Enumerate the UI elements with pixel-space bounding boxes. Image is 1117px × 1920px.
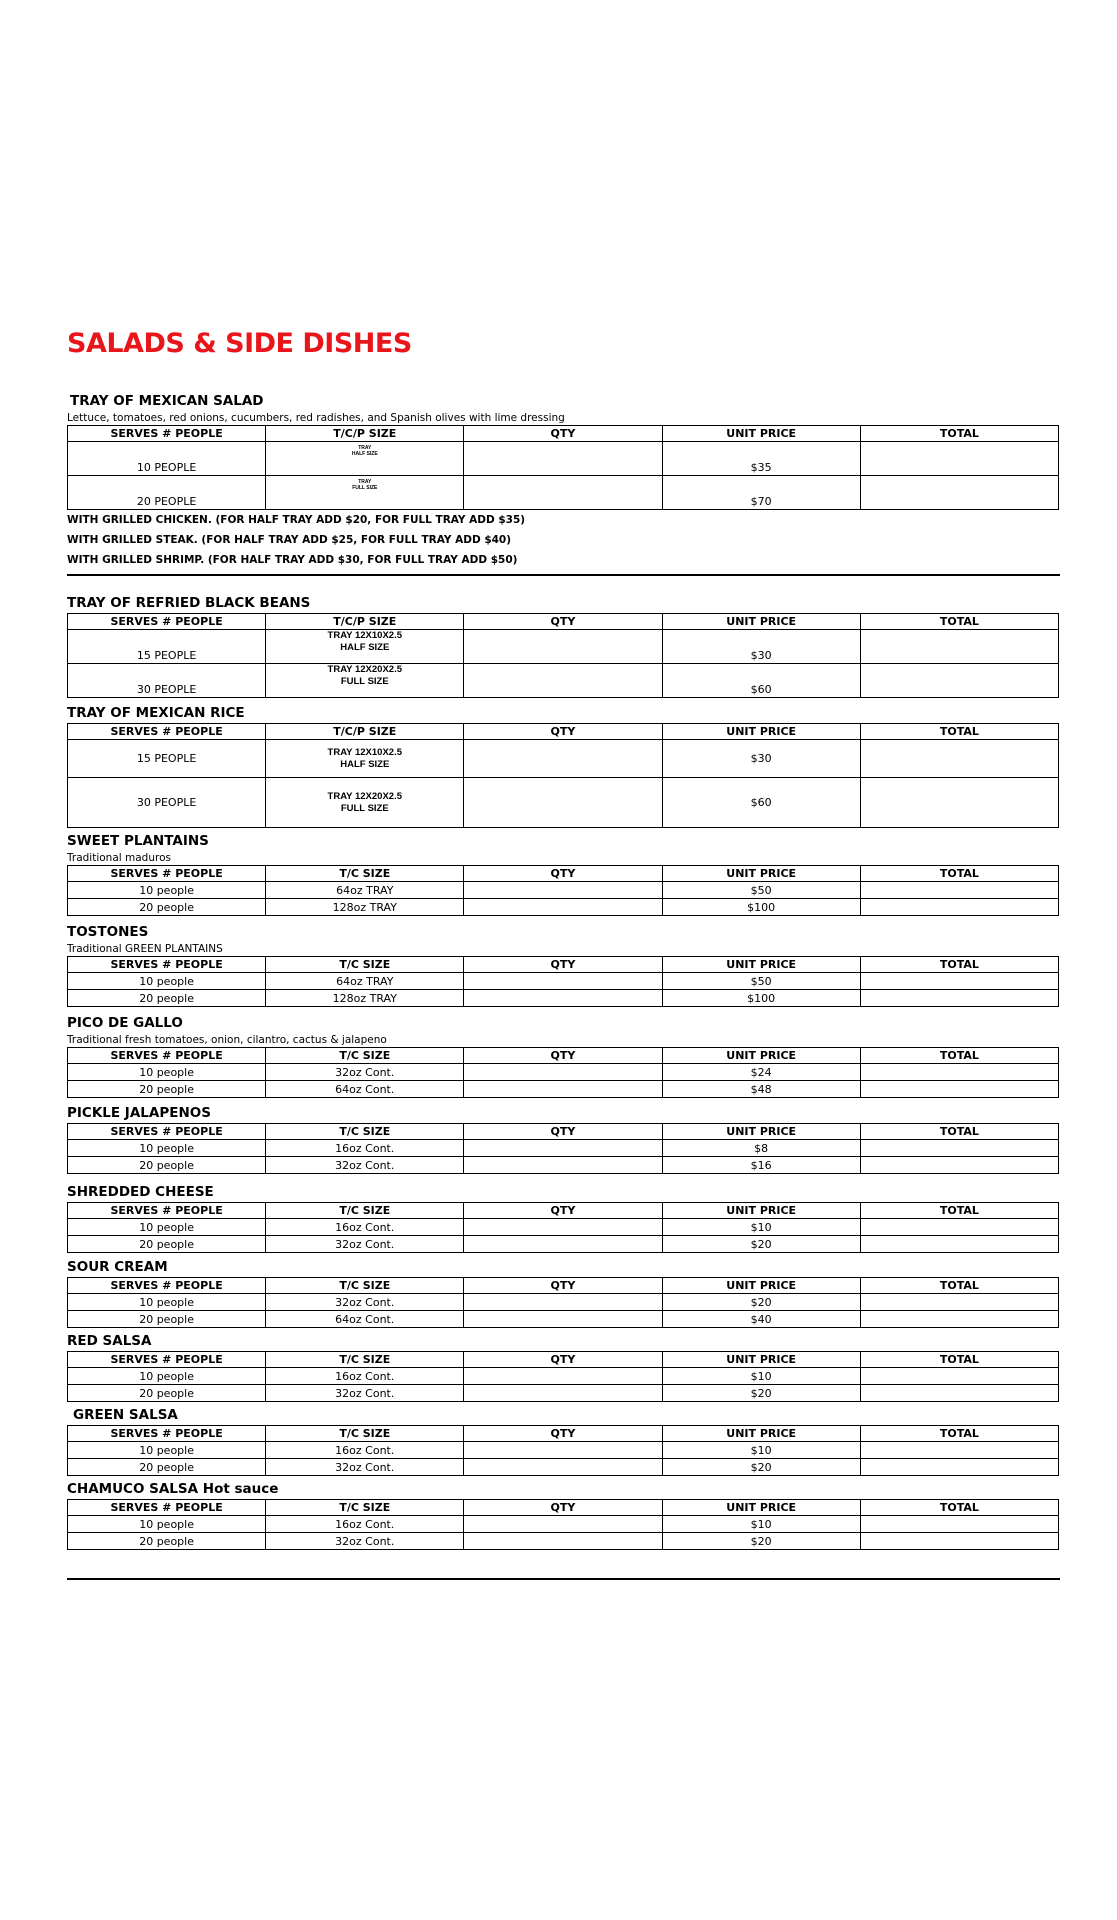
section-title: SHREDDED CHEESE — [67, 1184, 214, 1200]
serves-cell: 20 people — [68, 1459, 266, 1476]
qty-field[interactable] — [464, 899, 662, 916]
table-header-row — [68, 1278, 1059, 1294]
unit-price-cell: $20 — [662, 1459, 860, 1476]
unit-price-cell: $10 — [662, 1368, 860, 1385]
qty-field[interactable] — [464, 630, 662, 664]
size-cell: 16oz Cont. — [266, 1442, 464, 1459]
table-row — [68, 973, 1059, 990]
col-header-size: T/C SIZE — [266, 1124, 464, 1140]
section-black-beans — [67, 594, 1059, 698]
serves-cell: 30 PEOPLE — [68, 664, 266, 698]
qty-field[interactable] — [464, 1516, 662, 1533]
table-row — [68, 1442, 1059, 1459]
col-header-serves: SERVES # PEOPLE — [68, 724, 266, 740]
price-table — [67, 723, 1059, 828]
col-header-total: TOTAL — [860, 1048, 1058, 1064]
total-field[interactable] — [860, 1385, 1058, 1402]
col-header-unit-price: UNIT PRICE — [662, 724, 860, 740]
section-title: PICKLE JALAPENOS — [67, 1105, 211, 1121]
serves-cell: 20 people — [68, 899, 266, 916]
col-header-qty: QTY — [464, 724, 662, 740]
col-header-size: T/C SIZE — [266, 1278, 464, 1294]
total-field[interactable] — [860, 1140, 1058, 1157]
price-table — [67, 1277, 1059, 1328]
section-description: Traditional maduros — [67, 852, 171, 864]
size-cell: 32oz Cont. — [266, 1459, 464, 1476]
unit-price-cell: $20 — [662, 1385, 860, 1402]
table-row — [68, 899, 1059, 916]
section-green-salsa — [67, 1406, 1059, 1476]
total-field[interactable] — [860, 1219, 1058, 1236]
qty-field[interactable] — [464, 1140, 662, 1157]
serves-cell: 10 people — [68, 1368, 266, 1385]
col-header-size: T/C/P SIZE — [266, 724, 464, 740]
unit-price-cell: $70 — [662, 476, 860, 510]
col-header-qty: QTY — [464, 1124, 662, 1140]
qty-field[interactable] — [464, 973, 662, 990]
section-red-salsa — [67, 1332, 1059, 1402]
qty-field[interactable] — [464, 442, 662, 476]
unit-price-cell: $50 — [662, 882, 860, 899]
table-row — [68, 1219, 1059, 1236]
qty-field[interactable] — [464, 1533, 662, 1550]
col-header-unit-price: UNIT PRICE — [662, 614, 860, 630]
serves-cell: 10 people — [68, 1219, 266, 1236]
serves-cell: 15 PEOPLE — [68, 740, 266, 778]
qty-field[interactable] — [464, 1385, 662, 1402]
serves-cell: 10 PEOPLE — [68, 442, 266, 476]
total-field[interactable] — [860, 1442, 1058, 1459]
table-row — [68, 882, 1059, 899]
section-pico-de-gallo — [67, 1014, 1059, 1098]
col-header-qty: QTY — [464, 1278, 662, 1294]
section-title: TRAY OF REFRIED BLACK BEANS — [67, 595, 311, 611]
col-header-total: TOTAL — [860, 1426, 1058, 1442]
total-field[interactable] — [860, 476, 1058, 510]
serves-cell: 30 PEOPLE — [68, 778, 266, 828]
section-title: TRAY OF MEXICAN SALAD — [70, 393, 264, 409]
serves-cell: 20 people — [68, 1311, 266, 1328]
qty-field[interactable] — [464, 1442, 662, 1459]
section-title: SWEET PLANTAINS — [67, 833, 209, 849]
serves-cell: 20 people — [68, 1157, 266, 1174]
table-header-row — [68, 426, 1059, 442]
table-header-row — [68, 1426, 1059, 1442]
col-header-serves: SERVES # PEOPLE — [68, 1048, 266, 1064]
col-header-unit-price: UNIT PRICE — [662, 1278, 860, 1294]
unit-price-cell: $20 — [662, 1533, 860, 1550]
col-header-qty: QTY — [464, 957, 662, 973]
size-cell: TRAY 12X10X2.5 HALF SIZE — [266, 740, 464, 778]
col-header-qty: QTY — [464, 1352, 662, 1368]
unit-price-cell: $30 — [662, 630, 860, 664]
unit-price-cell: $16 — [662, 1157, 860, 1174]
size-cell: TRAY 12X20X2.5 FULL SIZE — [266, 778, 464, 828]
table-header-row — [68, 1500, 1059, 1516]
qty-field[interactable] — [464, 1064, 662, 1081]
total-field[interactable] — [860, 1311, 1058, 1328]
col-header-unit-price: UNIT PRICE — [662, 1124, 860, 1140]
qty-field[interactable] — [464, 1081, 662, 1098]
unit-price-cell: $40 — [662, 1311, 860, 1328]
unit-price-cell: $100 — [662, 990, 860, 1007]
qty-field[interactable] — [464, 1459, 662, 1476]
addon-list — [67, 510, 1059, 570]
total-field[interactable] — [860, 1157, 1058, 1174]
col-header-unit-price: UNIT PRICE — [662, 1048, 860, 1064]
col-header-total: TOTAL — [860, 866, 1058, 882]
unit-price-cell: $24 — [662, 1064, 860, 1081]
serves-cell: 10 people — [68, 973, 266, 990]
price-table — [67, 1425, 1059, 1476]
section-description: Traditional GREEN PLANTAINS — [67, 943, 223, 955]
price-table — [67, 613, 1059, 698]
unit-price-cell: $60 — [662, 664, 860, 698]
table-header-row — [68, 614, 1059, 630]
table-header-row — [68, 957, 1059, 973]
col-header-total: TOTAL — [860, 1352, 1058, 1368]
price-table — [67, 425, 1059, 510]
col-header-size: T/C SIZE — [266, 1048, 464, 1064]
serves-cell: 10 people — [68, 1442, 266, 1459]
total-field[interactable] — [860, 1236, 1058, 1253]
col-header-size: T/C SIZE — [266, 1203, 464, 1219]
price-table — [67, 865, 1059, 916]
serves-cell: 20 people — [68, 1533, 266, 1550]
size-cell: 16oz Cont. — [266, 1219, 464, 1236]
unit-price-cell: $20 — [662, 1236, 860, 1253]
col-header-unit-price: UNIT PRICE — [662, 1352, 860, 1368]
total-field[interactable] — [860, 664, 1058, 698]
total-field[interactable] — [860, 1533, 1058, 1550]
total-field[interactable] — [860, 442, 1058, 476]
section-pickle-jalapenos — [67, 1104, 1059, 1174]
col-header-serves: SERVES # PEOPLE — [68, 614, 266, 630]
table-row — [68, 1157, 1059, 1174]
unit-price-cell: $10 — [662, 1516, 860, 1533]
section-title: CHAMUCO SALSA Hot sauce — [67, 1481, 279, 1497]
qty-field[interactable] — [464, 1368, 662, 1385]
footer-divider — [67, 1578, 1060, 1580]
qty-field[interactable] — [464, 990, 662, 1007]
total-field[interactable] — [860, 899, 1058, 916]
section-tostones — [67, 923, 1059, 1007]
size-cell: TRAY FULL SIZE — [266, 476, 464, 510]
col-header-total: TOTAL — [860, 724, 1058, 740]
table-header-row — [68, 1048, 1059, 1064]
total-field[interactable] — [860, 630, 1058, 664]
price-table — [67, 1047, 1059, 1098]
addon-chicken: WITH GRILLED CHICKEN. (FOR HALF TRAY ADD $20, FOR FULL TRAY ADD $35) — [67, 514, 526, 526]
table-header-row — [68, 1352, 1059, 1368]
col-header-qty: QTY — [464, 1048, 662, 1064]
size-cell: TRAY HALF SIZE — [266, 442, 464, 476]
col-header-serves: SERVES # PEOPLE — [68, 1278, 266, 1294]
total-field[interactable] — [860, 882, 1058, 899]
table-row — [68, 1311, 1059, 1328]
unit-price-cell: $30 — [662, 740, 860, 778]
col-header-qty: QTY — [464, 614, 662, 630]
total-field[interactable] — [860, 778, 1058, 828]
col-header-qty: QTY — [464, 1500, 662, 1516]
qty-field[interactable] — [464, 476, 662, 510]
col-header-total: TOTAL — [860, 1203, 1058, 1219]
total-field[interactable] — [860, 1064, 1058, 1081]
qty-field[interactable] — [464, 1236, 662, 1253]
section-title: SOUR CREAM — [67, 1259, 168, 1275]
col-header-serves: SERVES # PEOPLE — [68, 426, 266, 442]
col-header-total: TOTAL — [860, 1278, 1058, 1294]
price-table — [67, 1123, 1059, 1174]
table-row — [68, 778, 1059, 828]
section-mexican-salad — [67, 392, 1059, 570]
serves-cell: 20 people — [68, 990, 266, 1007]
table-row — [68, 476, 1059, 510]
col-header-total: TOTAL — [860, 1500, 1058, 1516]
unit-price-cell: $48 — [662, 1081, 860, 1098]
table-row — [68, 1140, 1059, 1157]
unit-price-cell: $100 — [662, 899, 860, 916]
col-header-serves: SERVES # PEOPLE — [68, 1203, 266, 1219]
col-header-size: T/C SIZE — [266, 866, 464, 882]
section-shredded-cheese — [67, 1183, 1059, 1253]
col-header-size: T/C SIZE — [266, 1352, 464, 1368]
table-header-row — [68, 1203, 1059, 1219]
size-cell: 32oz Cont. — [266, 1157, 464, 1174]
size-cell: 64oz Cont. — [266, 1081, 464, 1098]
serves-cell: 20 people — [68, 1081, 266, 1098]
col-header-size: T/C SIZE — [266, 1426, 464, 1442]
size-cell: 32oz Cont. — [266, 1294, 464, 1311]
section-title: PICO DE GALLO — [67, 1015, 183, 1031]
table-row — [68, 1368, 1059, 1385]
total-field[interactable] — [860, 1516, 1058, 1533]
total-field[interactable] — [860, 740, 1058, 778]
table-row — [68, 1385, 1059, 1402]
qty-field[interactable] — [464, 1219, 662, 1236]
section-title: TOSTONES — [67, 924, 149, 940]
col-header-total: TOTAL — [860, 957, 1058, 973]
serves-cell: 10 people — [68, 1140, 266, 1157]
serves-cell: 20 PEOPLE — [68, 476, 266, 510]
unit-price-cell: $8 — [662, 1140, 860, 1157]
table-row — [68, 1459, 1059, 1476]
col-header-serves: SERVES # PEOPLE — [68, 1426, 266, 1442]
total-field[interactable] — [860, 1081, 1058, 1098]
price-table — [67, 1351, 1059, 1402]
table-header-row — [68, 724, 1059, 740]
section-chamuco-salsa — [67, 1480, 1059, 1550]
serves-cell: 20 people — [68, 1385, 266, 1402]
size-cell: TRAY 12X10X2.5 HALF SIZE — [266, 630, 464, 664]
size-cell: 32oz Cont. — [266, 1064, 464, 1081]
qty-field[interactable] — [464, 664, 662, 698]
qty-field[interactable] — [464, 882, 662, 899]
table-row — [68, 1064, 1059, 1081]
section-description: Lettuce, tomatoes, red onions, cucumbers, red radishes, and Spanish olives with lime dressing — [67, 412, 565, 424]
total-field[interactable] — [860, 1368, 1058, 1385]
qty-field[interactable] — [464, 1311, 662, 1328]
size-cell: 128oz TRAY — [266, 990, 464, 1007]
unit-price-cell: $10 — [662, 1219, 860, 1236]
col-header-size: T/C SIZE — [266, 1500, 464, 1516]
section-mexican-rice — [67, 704, 1059, 828]
section-title: GREEN SALSA — [73, 1407, 178, 1423]
unit-price-cell: $20 — [662, 1294, 860, 1311]
price-table — [67, 1499, 1059, 1550]
price-table — [67, 1202, 1059, 1253]
serves-cell: 20 people — [68, 1236, 266, 1253]
col-header-total: TOTAL — [860, 1124, 1058, 1140]
section-title: RED SALSA — [67, 1333, 152, 1349]
section-sour-cream — [67, 1258, 1059, 1328]
col-header-qty: QTY — [464, 866, 662, 882]
col-header-qty: QTY — [464, 1426, 662, 1442]
serves-cell: 10 people — [68, 1516, 266, 1533]
unit-price-cell: $60 — [662, 778, 860, 828]
price-table — [67, 956, 1059, 1007]
table-row — [68, 1236, 1059, 1253]
col-header-total: TOTAL — [860, 426, 1058, 442]
size-cell: 16oz Cont. — [266, 1516, 464, 1533]
table-header-row — [68, 866, 1059, 882]
table-row — [68, 740, 1059, 778]
col-header-serves: SERVES # PEOPLE — [68, 1352, 266, 1368]
table-row — [68, 1294, 1059, 1311]
col-header-total: TOTAL — [860, 614, 1058, 630]
size-cell: 64oz Cont. — [266, 1311, 464, 1328]
size-cell: 64oz TRAY — [266, 882, 464, 899]
unit-price-cell: $50 — [662, 973, 860, 990]
table-row — [68, 1516, 1059, 1533]
table-row — [68, 630, 1059, 664]
col-header-size: T/C/P SIZE — [266, 426, 464, 442]
serves-cell: 10 people — [68, 1294, 266, 1311]
serves-cell: 10 people — [68, 1064, 266, 1081]
table-row — [68, 1533, 1059, 1550]
serves-cell: 10 people — [68, 882, 266, 899]
col-header-unit-price: UNIT PRICE — [662, 1203, 860, 1219]
qty-field[interactable] — [464, 1294, 662, 1311]
size-cell: 128oz TRAY — [266, 899, 464, 916]
section-description: Traditional fresh tomatoes, onion, cilantro, cactus & jalapeno — [67, 1034, 387, 1046]
col-header-unit-price: UNIT PRICE — [662, 1426, 860, 1442]
size-cell: 16oz Cont. — [266, 1368, 464, 1385]
table-row — [68, 664, 1059, 698]
col-header-unit-price: UNIT PRICE — [662, 866, 860, 882]
size-cell: 16oz Cont. — [266, 1140, 464, 1157]
unit-price-cell: $35 — [662, 442, 860, 476]
total-field[interactable] — [860, 990, 1058, 1007]
table-row — [68, 442, 1059, 476]
col-header-qty: QTY — [464, 426, 662, 442]
page-title: SALADS & SIDE DISHES — [67, 328, 412, 359]
addon-steak: WITH GRILLED STEAK. (FOR HALF TRAY ADD $25, FOR FULL TRAY ADD $40) — [67, 534, 512, 546]
col-header-serves: SERVES # PEOPLE — [68, 866, 266, 882]
col-header-serves: SERVES # PEOPLE — [68, 957, 266, 973]
col-header-serves: SERVES # PEOPLE — [68, 1500, 266, 1516]
table-row — [68, 1081, 1059, 1098]
size-cell: 32oz Cont. — [266, 1236, 464, 1253]
total-field[interactable] — [860, 1294, 1058, 1311]
col-header-size: T/C SIZE — [266, 957, 464, 973]
section-sweet-plantains — [67, 832, 1059, 916]
qty-field[interactable] — [464, 1157, 662, 1174]
col-header-unit-price: UNIT PRICE — [662, 1500, 860, 1516]
section-divider — [67, 574, 1060, 576]
qty-field[interactable] — [464, 740, 662, 778]
table-row — [68, 990, 1059, 1007]
table-header-row — [68, 1124, 1059, 1140]
total-field[interactable] — [860, 1459, 1058, 1476]
col-header-unit-price: UNIT PRICE — [662, 957, 860, 973]
qty-field[interactable] — [464, 778, 662, 828]
size-cell: 32oz Cont. — [266, 1533, 464, 1550]
col-header-serves: SERVES # PEOPLE — [68, 1124, 266, 1140]
size-cell: TRAY 12X20X2.5 FULL SIZE — [266, 664, 464, 698]
unit-price-cell: $10 — [662, 1442, 860, 1459]
col-header-size: T/C/P SIZE — [266, 614, 464, 630]
col-header-unit-price: UNIT PRICE — [662, 426, 860, 442]
section-title: TRAY OF MEXICAN RICE — [67, 705, 245, 721]
serves-cell: 15 PEOPLE — [68, 630, 266, 664]
size-cell: 32oz Cont. — [266, 1385, 464, 1402]
addon-shrimp: WITH GRILLED SHRIMP. (FOR HALF TRAY ADD $30, FOR FULL TRAY ADD $50) — [67, 554, 518, 566]
col-header-qty: QTY — [464, 1203, 662, 1219]
size-cell: 64oz TRAY — [266, 973, 464, 990]
total-field[interactable] — [860, 973, 1058, 990]
